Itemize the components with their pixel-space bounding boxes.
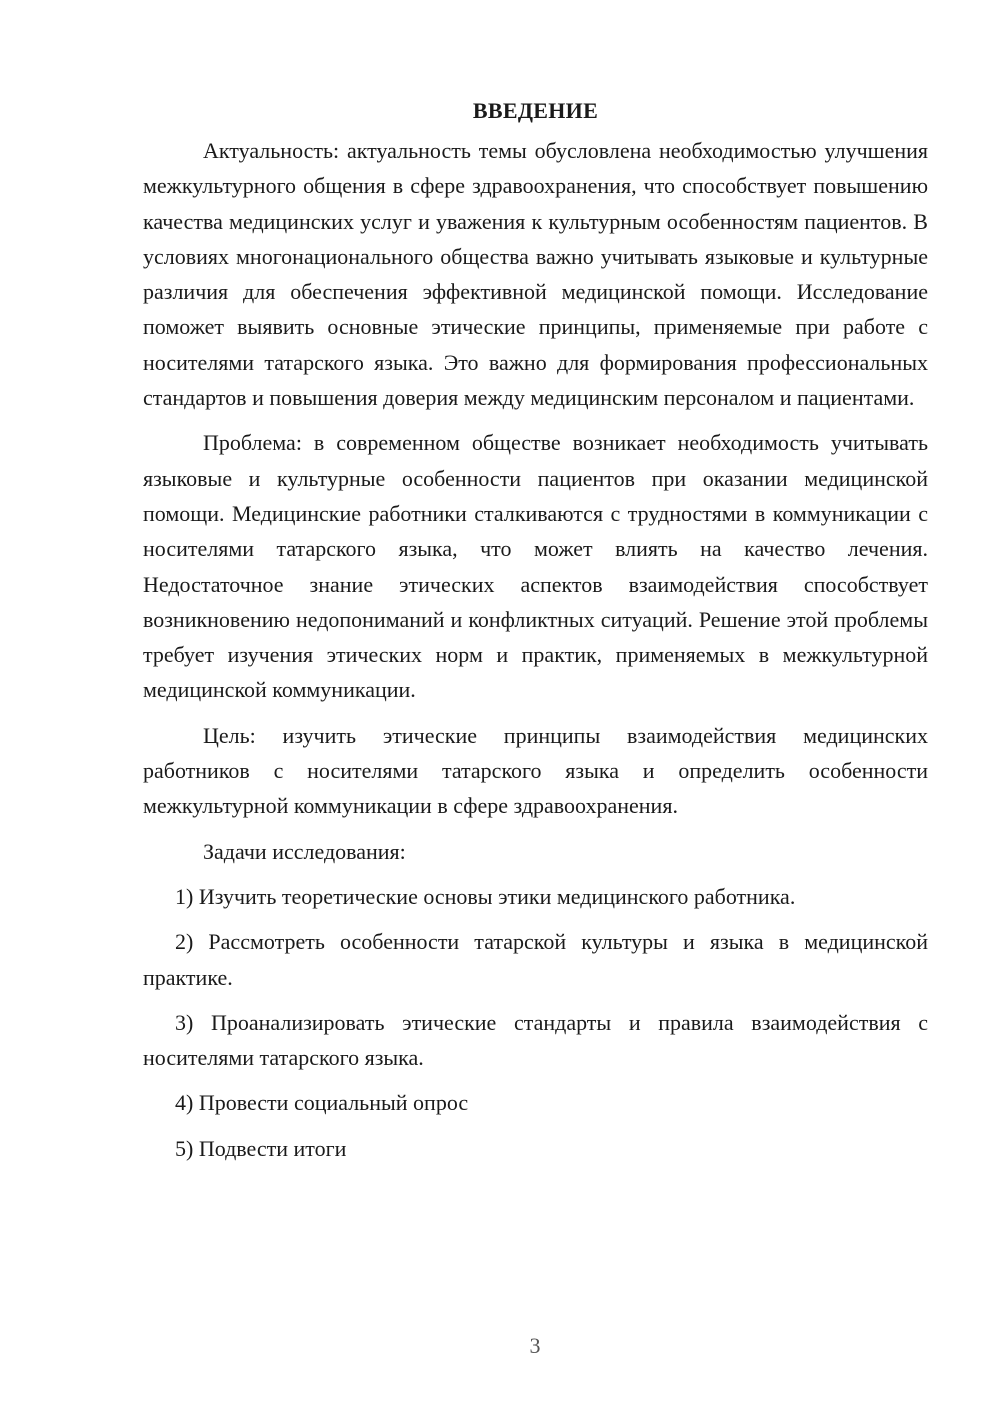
task-item-1: 1) Изучить теоретические основы этики медицинского работника. (175, 883, 796, 909)
task-item-2: 2) Рассмотреть особенности татарской культуры и языка в медицинской практике. (143, 929, 928, 990)
task-item-3: 3) Проанализировать этические стандарты и правила взаимодействия с носителями татарского языка. (143, 1009, 928, 1071)
task-item-5: 5) Подвести итоги (175, 1135, 347, 1161)
document-page (143, 93, 928, 1176)
section-heading: ВВЕДЕНИЕ (472, 98, 599, 123)
tasks-title: Задачи исследования: (203, 838, 406, 864)
paragraph-goal: Цель: изучить этические принципы взаимодействия медицинских работников с носителями татарского языка и определить особенности межкультурной коммуникации в сфере здравоохранения. (143, 722, 928, 819)
paragraph-relevance: Актуальность: актуальность темы обусловлена необходимостью улучшения межкультурного общения в сфере здравоохранения, что способствует повышению качества медицинских услуг и уважения к культурным особенностям пациентов. В условиях многонационального общества важно учитывать языковые и культурные различия для обеспечения эффективной медицинской помощи. Исследование поможет выявить основные этические принципы, применяемые при работе с носителями татарского языка. Это важно для формирования профессиональных стандартов и повышения доверия между медицинским персоналом и пациентами. (143, 138, 928, 411)
paragraph-problem: Проблема: в современном обществе возникает необходимость учитывать языковые и культурные особенности пациентов при оказании медицинской помощи. Медицинские работники сталкиваются с трудностями в коммуникации с носителями татарского языка, что может влиять на качество лечения. Недостаточное знание этических аспектов взаимодействия способствует возникновению недопониманий и конфликтных ситуаций. Решение этой проблемы требует изучения этических норм и практик, применяемых в межкультурной медицинской коммуникации. (143, 430, 928, 703)
page-number: 3 (529, 1333, 541, 1358)
task-item-4: 4) Провести социальный опрос (175, 1090, 469, 1116)
